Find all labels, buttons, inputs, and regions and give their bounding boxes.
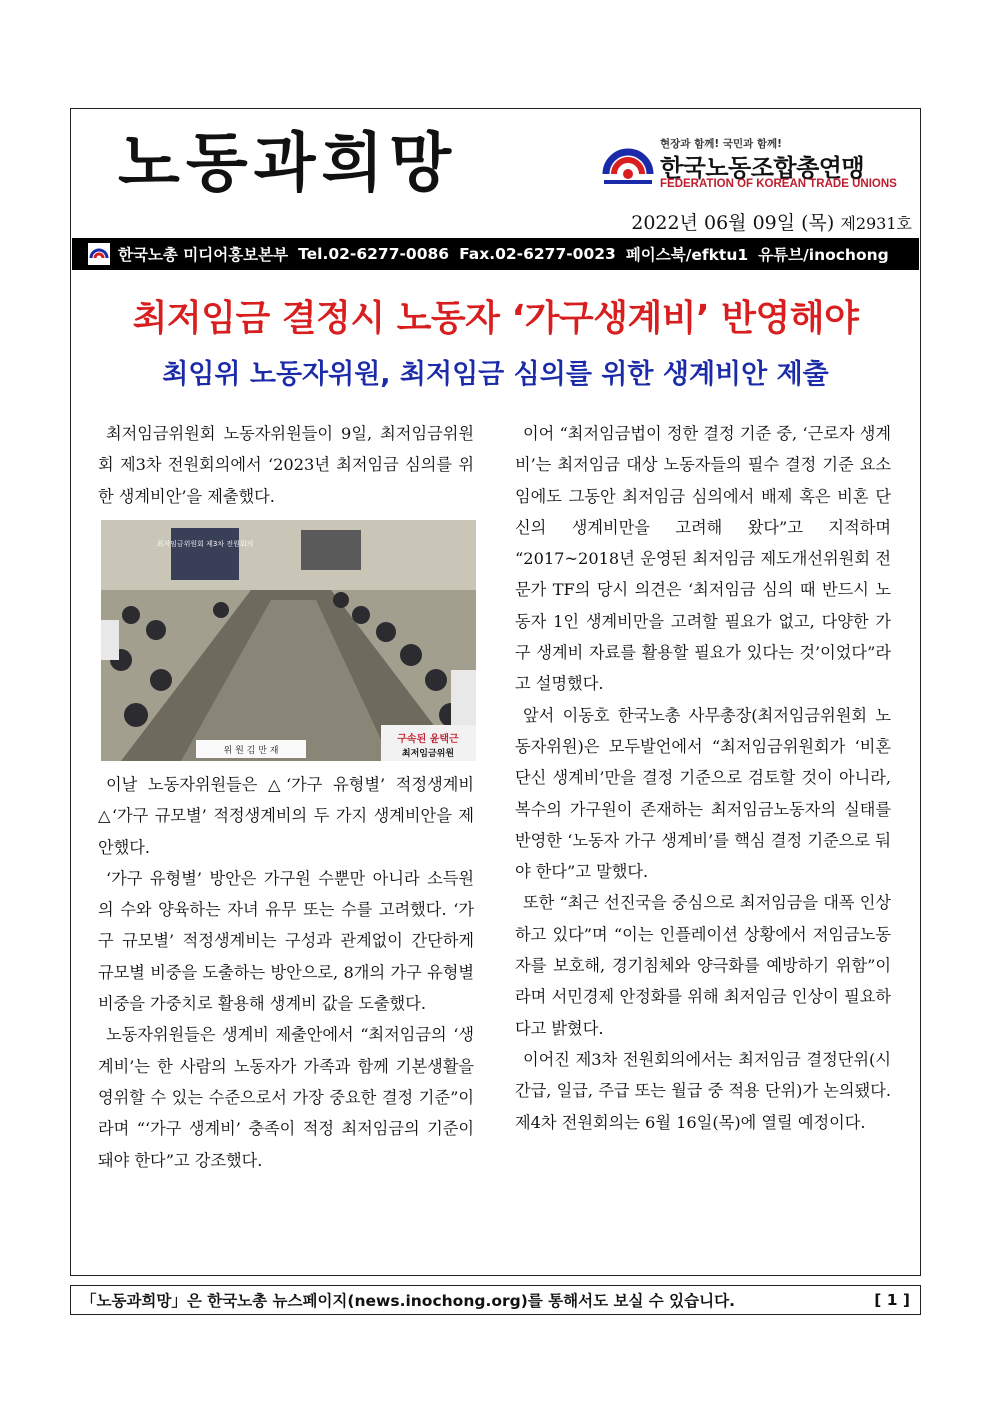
name-plate: 위 원 김 만 재 <box>223 746 279 756</box>
article-headline: 최저임금 결정시 노동자 ‘가구생계비’ 반영해야 <box>132 298 859 339</box>
page-number: [ 1 ] <box>874 1291 910 1309</box>
fktu-mini-logo-icon <box>88 243 110 265</box>
paragraph: 앞서 이동호 한국노총 사무총장(최저임금위원회 노동자위원)은 모두발언에서 “최저임금위원회가 ‘비혼 단신 생계비’만을 결정 기준으로 검토할 것이 아니라, 복수의 가구원이 존재하는 최저임금노동자의 실태를 반영한 ‘노동자 가구 생계비’를 핵심 결정 기준으로 둬야 한다”고 말했다. <box>515 705 891 882</box>
paragraph: 이어 “최저임금법이 정한 결정 기준 중, ‘근로자 생계비’는 최저임금 대상 노동자들의 필수 결정 기준 요소임에도 그동안 최저임금 심의에서 배제 혹은 비혼 단신의 생계비만을 고려해 왔다”고 지적하며 “2017~2018년 운영된 최저임금 제도개선위원회 전문가 TF의 당시 의견은 ‘최저임금 심의 때 반드시 노동자 1인 생계비만을 고려할 필요가 없고, 다양한 가구 생계비 자료를 활용할 필요가 있다는 것’이었다”라고 설명했다. <box>515 424 891 694</box>
department: 한국노총 미디어홍보본부 <box>118 246 289 264</box>
facebook-link[interactable]: 페이스북/efktu1 <box>625 246 749 264</box>
fax: Fax.02-6277-0023 <box>459 245 616 263</box>
placard-text: 최저임금위원회 제3차 전원회의 <box>156 540 254 548</box>
fktu-logo-icon <box>602 144 654 190</box>
youtube-link[interactable]: 유튜브/inochong <box>758 246 889 264</box>
org-name-en: FEDERATION OF KOREAN TRADE UNIONS <box>660 178 897 190</box>
issue-number: 제2931호 <box>840 214 912 233</box>
org-block <box>602 134 914 194</box>
issue-line <box>631 208 912 235</box>
right-column <box>515 418 891 1138</box>
newsletter-title: 노동과희망 <box>118 126 458 201</box>
paragraph: 또한 “최근 선진국을 중심으로 최저임금을 대폭 인상하고 있다”며 “이는 인플레이션 상황에서 저임금노동자를 보호해, 경기침체와 양극화를 예방하기 위함”이라며 서민경제 안정화를 위해 최저임금 인상이 필요하다고 밝혔다. <box>515 893 891 1038</box>
paragraph: 최저임금위원회 노동자위원들이 9일, 최저임금위원회 제3차 전원회의에서 ‘2023년 최저임금 심의를 위한 생계비안’을 제출했다. <box>98 424 474 506</box>
issue-date: 2022년 06월 09일 (목) <box>631 212 841 234</box>
org-name: 한국노동조합총연맹 <box>660 154 865 182</box>
left-column-bottom <box>98 769 474 1176</box>
paragraph: 노동자위원들은 생계비 제출안에서 “최저임금의 ‘생계비’는 한 사람의 노동자가 가족과 함께 기본생활을 영위할 수 있는 수준으로서 가장 중요한 결정 기준”이라며 “‘가구 생계비’ 충족이 적정 최저임금의 기준이 돼야 한다”고 강조했다. <box>98 1025 474 1170</box>
left-column-top <box>98 418 474 512</box>
meeting-photo-image <box>101 520 476 761</box>
paragraph: 이날 노동자위원들은 △‘가구 유형별’ 적정생계비 △‘가구 규모별’ 적정생계비의 두 가지 생계비안을 제안했다. <box>98 775 474 857</box>
vest-text: 최저임금위원 <box>401 749 455 759</box>
sign-text: 구속된 윤택근 <box>397 734 459 745</box>
contact-bar <box>72 238 919 270</box>
footer-text[interactable]: 「노동과희망」은 한국노총 뉴스페이지(news.inochong.org)를 통해서도 보실 수 있습니다. <box>81 1292 735 1310</box>
placard-screen <box>171 528 239 580</box>
article-subhead: 최임위 노동자위원, 최저임금 심의를 위한 생계비안 제출 <box>162 359 829 390</box>
tel[interactable]: Tel.02-6277-0086 <box>298 245 450 263</box>
meeting-photo <box>101 520 476 761</box>
paragraph: ‘가구 유형별’ 방안은 가구원 수뿐만 아니라 소득원의 수와 양육하는 자녀 유무 또는 수를 고려했다. ‘가구 규모별’ 적정생계비는 구성과 관계없이 간단하게 규모별 비중을 도출하는 방안으로, 8개의 가구 유형별 비중을 가중치로 활용해 생계비 값을 도출했다. <box>98 868 474 1014</box>
footer <box>70 1285 921 1315</box>
paragraph: 이어진 제3차 전원회의에서는 최저임금 결정단위(시간급, 일급, 주급 또는 월급 중 적용 단위)가 논의됐다. 제4차 전원회의는 6월 16일(목)에 열릴 예정이다. <box>515 1049 891 1132</box>
org-slogan: 현장과 함께! 국민과 함께! <box>660 138 782 150</box>
